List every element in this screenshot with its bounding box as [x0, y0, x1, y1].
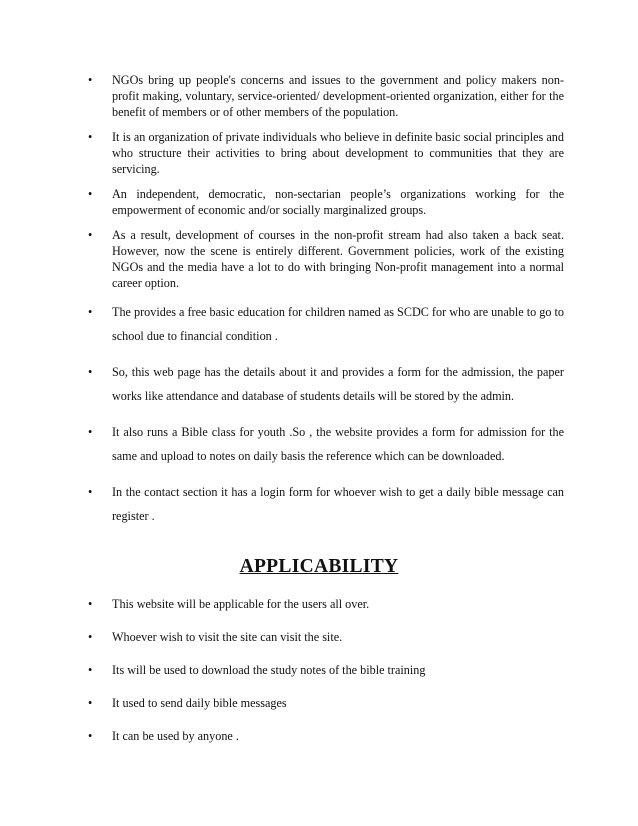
- bullet-icon: •: [88, 187, 93, 201]
- bullet-icon: •: [88, 425, 93, 439]
- list-item: [88, 360, 564, 408]
- list-item: [88, 420, 564, 468]
- list-item: [88, 300, 564, 348]
- list-item: [88, 480, 564, 528]
- list-item: [88, 728, 564, 744]
- list-item-text: An independent, democratic, non-sectarian people’s organizations working for the empowerment of economic and/or socially marginalized groups.: [112, 187, 564, 217]
- list-item: [88, 596, 564, 612]
- bullet-icon: •: [88, 365, 93, 379]
- list-item-text: So, this web page has the details about it and provides a form for the admission, the paper works like attendance and database of students details will be stored by the admin.: [112, 365, 564, 403]
- list-item: [88, 186, 564, 218]
- bullet-icon: •: [88, 729, 93, 743]
- bullet-icon: •: [88, 663, 93, 677]
- list-item-text: NGOs bring up people's concerns and issues to the government and policy makers non-profit making, voluntary, service-oriented/ development-oriented organization, either for the benefit of members or of other members of the population.: [112, 73, 564, 119]
- section-heading: APPLICABILITY: [239, 556, 399, 577]
- bullet-icon: •: [88, 228, 93, 242]
- list-item-text: Whoever wish to visit the site can visit the site.: [112, 630, 343, 644]
- list-item: [88, 72, 564, 120]
- list-item-text: The provides a free basic education for children named as SCDC for who are unable to go to school due to financial condition .: [112, 305, 564, 343]
- list-item: [88, 662, 564, 678]
- list-item-text: It can be used by anyone .: [112, 729, 239, 743]
- bullet-icon: •: [88, 305, 93, 319]
- list-item: [88, 629, 564, 645]
- list-item: [88, 695, 564, 711]
- list-item-text: It is an organization of private individuals who believe in definite basic social principles and who structure their activities to bring about development to communities that they are servicing.: [112, 130, 564, 176]
- bullet-icon: •: [88, 73, 93, 87]
- list-item-text: Its will be used to download the study notes of the bible training: [112, 663, 426, 677]
- list-item-text: This website will be applicable for the users all over.: [112, 597, 370, 611]
- bullet-icon: •: [88, 130, 93, 144]
- bullet-icon: •: [88, 485, 93, 499]
- bullet-icon: •: [88, 597, 93, 611]
- list-item-text: As a result, development of courses in the non-profit stream had also taken a back seat. However, now the scene is entirely different. Government policies, work of the existing NGOs and the media have a lot to do with bringing Non-profit management into a normal career option.: [112, 228, 564, 290]
- intro-bullet-list: [88, 72, 564, 528]
- bullet-icon: •: [88, 696, 93, 710]
- list-item: [88, 227, 564, 291]
- list-item: [88, 129, 564, 177]
- list-item-text: In the contact section it has a login form for whoever wish to get a daily bible message can register .: [112, 485, 564, 523]
- list-item-text: It also runs a Bible class for youth .So , the website provides a form for admission for the same and upload to notes on daily basis the reference which can be downloaded.: [112, 425, 564, 463]
- list-item-text: It used to send daily bible messages: [112, 696, 287, 710]
- bullet-icon: •: [88, 630, 93, 644]
- applicability-bullet-list: [88, 596, 564, 761]
